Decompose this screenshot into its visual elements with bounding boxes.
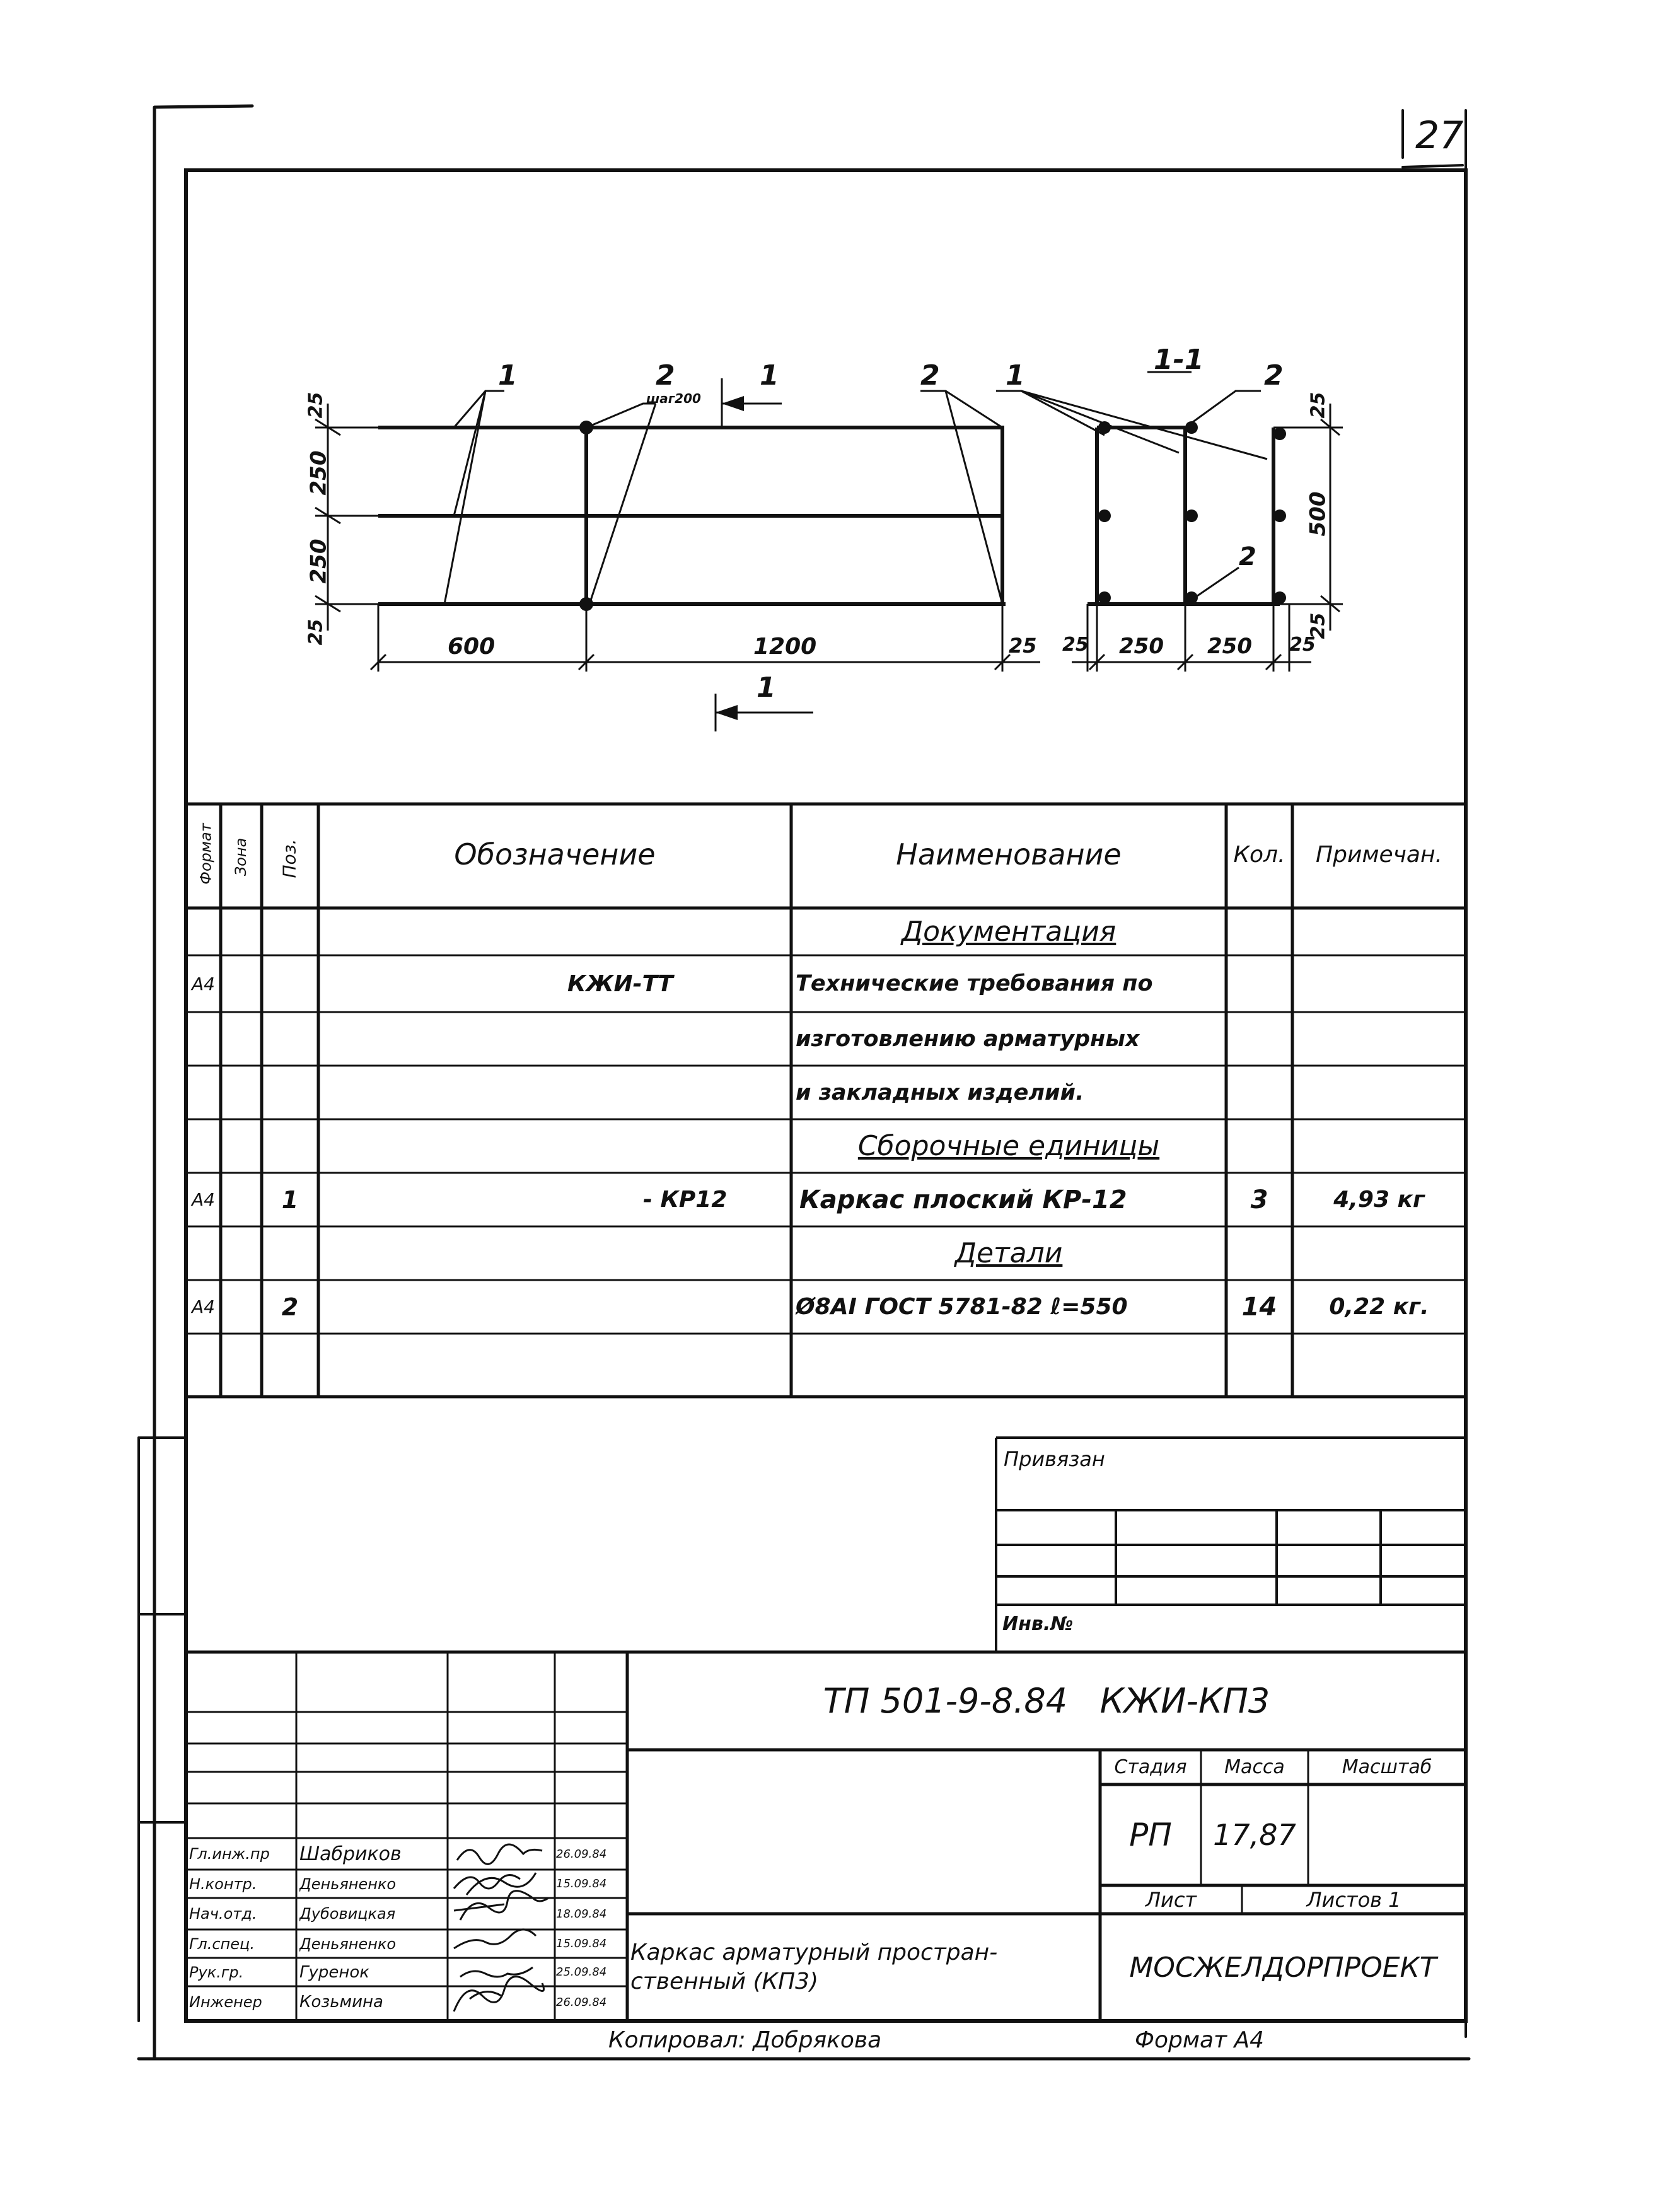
scale-label: Масштаб: [1342, 1756, 1432, 1778]
callout-pos1: 1: [498, 359, 518, 392]
header-note: Примечан.: [1316, 841, 1442, 868]
table-row-name: Технические требования по: [796, 971, 1153, 996]
dim-bottom-1200: 1200: [753, 634, 817, 660]
signer-role: Н.контр.: [189, 1875, 257, 1893]
table-row-format: А4: [192, 973, 215, 994]
table-row-name: Каркас плоский КР-12: [799, 1185, 1127, 1214]
callout-pos2-left: 2: [656, 359, 675, 392]
organization: МОСЖЕЛДОРПРОЕКТ: [1129, 1951, 1437, 1984]
callout-pos2-section: 2: [1264, 359, 1284, 392]
callout-pos2-mid: 2: [920, 359, 940, 392]
callout-pos2-section-low: 2: [1239, 542, 1256, 571]
table-row-designation: КЖИ-ТТ: [567, 970, 673, 997]
dim-section-25: 25: [1062, 634, 1089, 656]
dim-section-250-a: 250: [1119, 634, 1164, 659]
table-row-note: 0,22 кг.: [1329, 1294, 1429, 1320]
dim-section-25-r: 25: [1289, 634, 1316, 656]
signer-date: 26.09.84: [556, 1995, 607, 2009]
signer-date: 15.09.84: [556, 1937, 607, 1950]
table-row-name: изготовлению арматурных: [796, 1026, 1140, 1052]
header-designation: Обозначение: [454, 837, 656, 871]
header-qty: Кол.: [1233, 841, 1285, 868]
dim-left-25-bot: 25: [304, 619, 327, 646]
mass-label: Масса: [1224, 1756, 1285, 1778]
table-row-qty: 3: [1250, 1185, 1268, 1214]
binding-inv-label: Инв.№: [1002, 1613, 1074, 1635]
signer-date: 18.09.84: [556, 1907, 607, 1921]
section-heading-parts: Детали: [954, 1237, 1063, 1269]
dim-bottom-600: 600: [448, 634, 496, 660]
header-zone: Зона: [232, 837, 250, 876]
signer-name: Гуренок: [299, 1962, 369, 1982]
signer-role: Рук.гр.: [189, 1963, 244, 1981]
signer-role: Гл.инж.пр: [189, 1845, 270, 1863]
table-row-name: Ø8АI ГОСТ 5781-82 ℓ=550: [796, 1294, 1128, 1320]
table-row-format: А4: [192, 1296, 215, 1317]
table-row-format: А4: [192, 1189, 215, 1210]
page-number: 27: [1415, 114, 1464, 158]
dim-right-500: 500: [1305, 491, 1331, 537]
signer-role: Инженер: [189, 1993, 262, 2011]
signer-date: 26.09.84: [556, 1847, 607, 1861]
stage-label: Стадия: [1114, 1756, 1187, 1778]
header-name: Наименование: [896, 837, 1122, 871]
table-row-note: 4,93 кг: [1333, 1187, 1425, 1213]
table-row-qty: 14: [1241, 1292, 1277, 1322]
section-heading-documentation: Документация: [901, 916, 1116, 948]
dim-left-25-top: 25: [304, 392, 327, 419]
signer-role: Гл.спец.: [189, 1935, 255, 1953]
sheet-label: Лист: [1145, 1887, 1197, 1912]
sheet-format: Формат А4: [1135, 2027, 1265, 2053]
dim-right-25-top: 25: [1307, 392, 1330, 419]
table-row-pos: 2: [281, 1293, 299, 1321]
header-format: Формат: [197, 823, 215, 885]
signer-name: Шабриков: [299, 1842, 402, 1865]
section-label: 1-1: [1154, 344, 1204, 376]
dim-bottom-25: 25: [1009, 634, 1037, 658]
section-marker-bottom: 1: [757, 672, 776, 704]
section-marker-top: 1: [760, 359, 779, 392]
dim-right-25-bot: 25: [1307, 612, 1330, 639]
header-pos: Поз.: [279, 839, 300, 878]
signer-name: Козьмина: [299, 1993, 383, 2011]
mass-value: 17,87: [1213, 1818, 1296, 1852]
signer-name: Деньяненко: [299, 1875, 397, 1893]
signer-name: Дубовицкая: [299, 1905, 396, 1923]
copied-by: Копировал: Добрякова: [608, 2027, 882, 2053]
dim-left-250-b: 250: [306, 538, 332, 584]
dim-section-250-b: 250: [1207, 634, 1252, 659]
signer-date: 15.09.84: [556, 1877, 607, 1890]
sheets-label: Листов 1: [1306, 1887, 1401, 1912]
product-name: Каркас арматурный простран-ственный (КП3): [630, 1940, 998, 1994]
document-code: ТП 501-9-8.84 КЖИ-КП3: [823, 1681, 1270, 1721]
signer-name: Деньяненко: [299, 1935, 397, 1953]
binding-title: Привязан: [1004, 1447, 1105, 1471]
dim-left-250-a: 250: [306, 450, 332, 496]
table-row-designation: - КР12: [643, 1187, 728, 1213]
callout-pos1-right: 1: [1006, 359, 1025, 392]
section-heading-assembly-units: Сборочные единицы: [857, 1130, 1160, 1162]
stage-value: РП: [1129, 1817, 1172, 1853]
callout-step: шаг200: [646, 391, 701, 406]
table-row-name: и закладных изделий.: [796, 1080, 1084, 1105]
signer-date: 25.09.84: [556, 1965, 607, 1979]
signer-role: Нач.отд.: [189, 1905, 257, 1923]
table-row-pos: 1: [281, 1185, 299, 1214]
scale-value: [1308, 1784, 1466, 1885]
